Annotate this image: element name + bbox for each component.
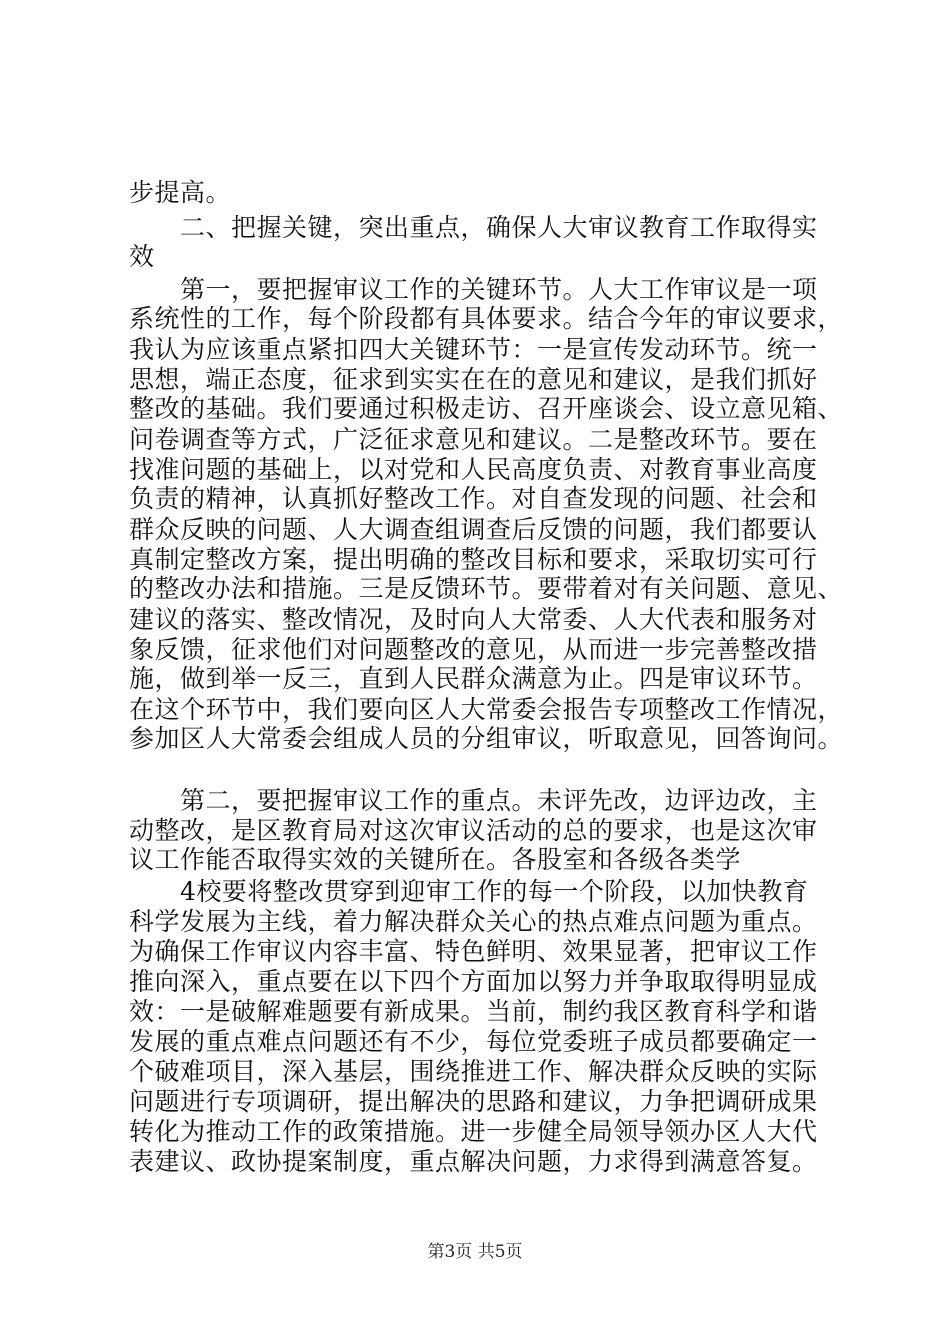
text-line: 第一，要把握审议工作的关键环节。人大工作审议是一项 (180, 275, 818, 304)
text-line: 的整改办法和措施。三是反馈环节。要带着对有关问题、意见、 (129, 574, 844, 603)
text-line: 效：一是破解难题要有新成果。当前，制约我区教育科学和谐 (129, 997, 818, 1026)
text-line: 科学发展为主线，着力解决群众关心的热点难点问题为重点。 (129, 907, 818, 936)
text-line: 参加区人大常委会组成人员的分组审议，听取意见，回答询问。 (129, 724, 844, 753)
text-line: 负责的精神，认真抓好整改工作。对自查发现的问题、社会和 (129, 484, 818, 513)
section-heading: 二、把握关键，突出重点，确保人大审议教育工作取得实 (180, 213, 818, 242)
text-line: 转化为推动工作的政策措施。进一步健全局领导领办区人大代 (129, 1117, 818, 1146)
text-line: 问题进行专项调研，提出解决的思路和建议，力争把调研成果 (129, 1087, 818, 1116)
page-number: 第3页 共5页 (427, 1242, 523, 1262)
text-line: 议工作能否取得实效的关键所在。各股室和各级各类学 (129, 845, 742, 874)
text-line: 系统性的工作，每个阶段都有具体要求。结合今年的审议要求， (129, 304, 844, 333)
text-line: 4校要将整改贯穿到迎审工作的每一个阶段，以加快教育 (180, 877, 809, 906)
text-line: 推向深入，重点要在以下四个方面加以努力并争取取得明显成 (129, 967, 818, 996)
section-heading-continuation: 效 (129, 242, 155, 271)
text-line: 动整改，是区教育局对这次审议活动的总的要求，也是这次审 (129, 816, 818, 845)
text-line: 整改的基础。我们要通过积极走访、召开座谈会、设立意见箱、 (129, 394, 844, 423)
text-line: 发展的重点难点问题还有不少，每位党委班子成员都要确定一 (129, 1027, 818, 1056)
text-line: 步提高。 (129, 178, 232, 207)
text-line: 群众反映的问题、人大调查组调查后反馈的问题，我们都要认 (129, 515, 818, 544)
text-line: 个破难项目，深入基层，围绕推进工作、解决群众反映的实际 (129, 1057, 818, 1086)
text-line: 问卷调查等方式，广泛征求意见和建议。二是整改环节。要在 (129, 425, 818, 454)
text-line: 表建议、政协提案制度，重点解决问题，力求得到满意答复。 (129, 1147, 818, 1176)
text-line: 为确保工作审议内容丰富、特色鲜明、效果显著，把审议工作 (129, 937, 818, 966)
text-line: 施，做到举一反三，直到人民群众满意为止。四是审议环节。 (129, 664, 818, 693)
text-line: 我认为应该重点紧扣四大关键环节：一是宣传发动环节。统一 (129, 335, 818, 364)
text-line: 找准问题的基础上，以对党和人民高度负责、对教育事业高度 (129, 455, 818, 484)
text-line: 建议的落实、整改情况，及时向人大常委、人大代表和服务对 (129, 605, 818, 634)
text-line: 在这个环节中，我们要向区人大常委会报告专项整改工作情况， (129, 695, 844, 724)
text-line: 真制定整改方案，提出明确的整改目标和要求，采取切实可行 (129, 545, 818, 574)
text-line: 思想，端正态度，征求到实实在在的意见和建议，是我们抓好 (129, 365, 818, 394)
text-line: 象反馈，征求他们对问题整改的意见，从而进一步完善整改措 (129, 635, 818, 664)
text-line: 第二，要把握审议工作的重点。未评先改，边评边改，主 (180, 786, 818, 815)
